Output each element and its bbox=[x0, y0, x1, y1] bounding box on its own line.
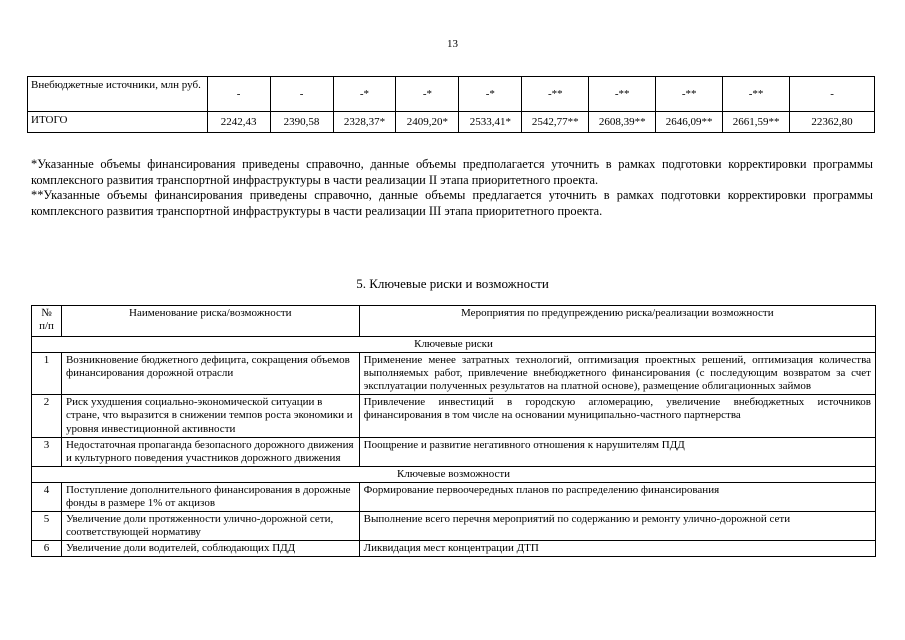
table-cell: 2542,77** bbox=[522, 112, 589, 133]
risk-measures: Поощрение и развитие негативного отношения к нарушителям ПДД bbox=[359, 437, 875, 466]
risk-name: Возникновение бюджетного дефицита, сокращения объемов финансирования дорожной отрасли bbox=[61, 353, 359, 395]
table-cell: 22362,80 bbox=[790, 112, 875, 133]
table-cell: -** bbox=[589, 77, 656, 112]
table-cell: -** bbox=[522, 77, 589, 112]
table-cell: -* bbox=[459, 77, 522, 112]
row-num: 4 bbox=[32, 482, 62, 511]
risk-measures: Применение менее затратных технологий, оптимизация проектных решений, оптимизация количества выполняемых работ, привлечение внебюджетного финансирования (с последующим возвратом за счет эксплуатации полученных результатов на платной основе), размещение облигационных займов bbox=[359, 353, 875, 395]
opportunity-name: Поступление дополнительного финансирования в дорожные фонды в размере 1% от акцизов bbox=[61, 482, 359, 511]
table-header-row bbox=[32, 306, 876, 337]
table-row bbox=[32, 512, 876, 541]
section-title: 5. Ключевые риски и возможности bbox=[356, 276, 549, 291]
risk-measures: Привлечение инвестиций в городскую агломерацию, увеличение внебюджетных источников финансирования в том числе на основании муниципально-частного партнерства bbox=[359, 395, 875, 437]
risk-name: Недостаточная пропаганда безопасного дорожного движения и культурного поведения участников дорожного движения bbox=[61, 437, 359, 466]
header-measures: Мероприятия по предупреждению риска/реализации возможности bbox=[359, 306, 875, 337]
opportunity-measures: Выполнение всего перечня мероприятий по содержанию и ремонту улично-дорожной сети bbox=[359, 512, 875, 541]
group-row bbox=[32, 466, 876, 482]
row-label: ИТОГО bbox=[28, 112, 208, 133]
risk-name: Риск ухудшения социально-экономической ситуации в стране, что выразится в снижении темпов роста экономики и уровня инвестиционной активности bbox=[61, 395, 359, 437]
page-number: 13 bbox=[447, 38, 458, 50]
table-row bbox=[32, 541, 876, 557]
table-cell: 2328,37* bbox=[333, 112, 396, 133]
header-name: Наименование риска/возможности bbox=[61, 306, 359, 337]
table-row bbox=[32, 482, 876, 511]
table-row bbox=[32, 395, 876, 437]
footnote-1: *Указанные объемы финансирования приведены справочно, данные объемы предполагается уточнить в рамках подготовки корректировки программы комплексного развития транспортной инфраструктуры в части реализации II этапа приоритетного проекта. bbox=[31, 157, 873, 187]
table-cell: 2608,39** bbox=[589, 112, 656, 133]
table-cell: - bbox=[207, 77, 270, 112]
table-cell: - bbox=[790, 77, 875, 112]
header-num: № п/п bbox=[32, 306, 62, 337]
opportunity-name: Увеличение доли протяженности улично-дорожной сети, соответствующей нормативу bbox=[61, 512, 359, 541]
table-cell: -* bbox=[333, 77, 396, 112]
table-row bbox=[28, 112, 875, 133]
group-title-opportunities: Ключевые возможности bbox=[32, 466, 876, 482]
group-row bbox=[32, 337, 876, 353]
row-label: Внебюджетные источники, млн руб. bbox=[28, 77, 208, 112]
financing-table bbox=[27, 76, 875, 133]
opportunity-name: Увеличение доли водителей, соблюдающих ПДД bbox=[61, 541, 359, 557]
table-cell: 2661,59** bbox=[723, 112, 790, 133]
footnote-2: **Указанные объемы финансирования приведены справочно, данные объемы предлагается уточнить в рамках подготовки корректировки программы комплексного развития транспортной инфраструктуры в части реализации III этапа приоритетного проекта. bbox=[31, 188, 873, 218]
table-cell: - bbox=[270, 77, 333, 112]
table-cell: -** bbox=[656, 77, 723, 112]
row-num: 3 bbox=[32, 437, 62, 466]
table-cell: -** bbox=[723, 77, 790, 112]
table-row bbox=[32, 353, 876, 395]
row-num: 5 bbox=[32, 512, 62, 541]
risks-table bbox=[31, 305, 876, 557]
table-cell: 2242,43 bbox=[207, 112, 270, 133]
table-cell: 2533,41* bbox=[459, 112, 522, 133]
opportunity-measures: Формирование первоочередных планов по распределению финансирования bbox=[359, 482, 875, 511]
footnotes bbox=[31, 157, 873, 219]
table-cell: 2390,58 bbox=[270, 112, 333, 133]
row-num: 6 bbox=[32, 541, 62, 557]
row-num: 1 bbox=[32, 353, 62, 395]
opportunity-measures: Ликвидация мест концентрации ДТП bbox=[359, 541, 875, 557]
table-row bbox=[32, 437, 876, 466]
group-title-risks: Ключевые риски bbox=[32, 337, 876, 353]
table-cell: 2646,09** bbox=[656, 112, 723, 133]
table-cell: -* bbox=[396, 77, 459, 112]
table-cell: 2409,20* bbox=[396, 112, 459, 133]
table-row bbox=[28, 77, 875, 112]
row-num: 2 bbox=[32, 395, 62, 437]
